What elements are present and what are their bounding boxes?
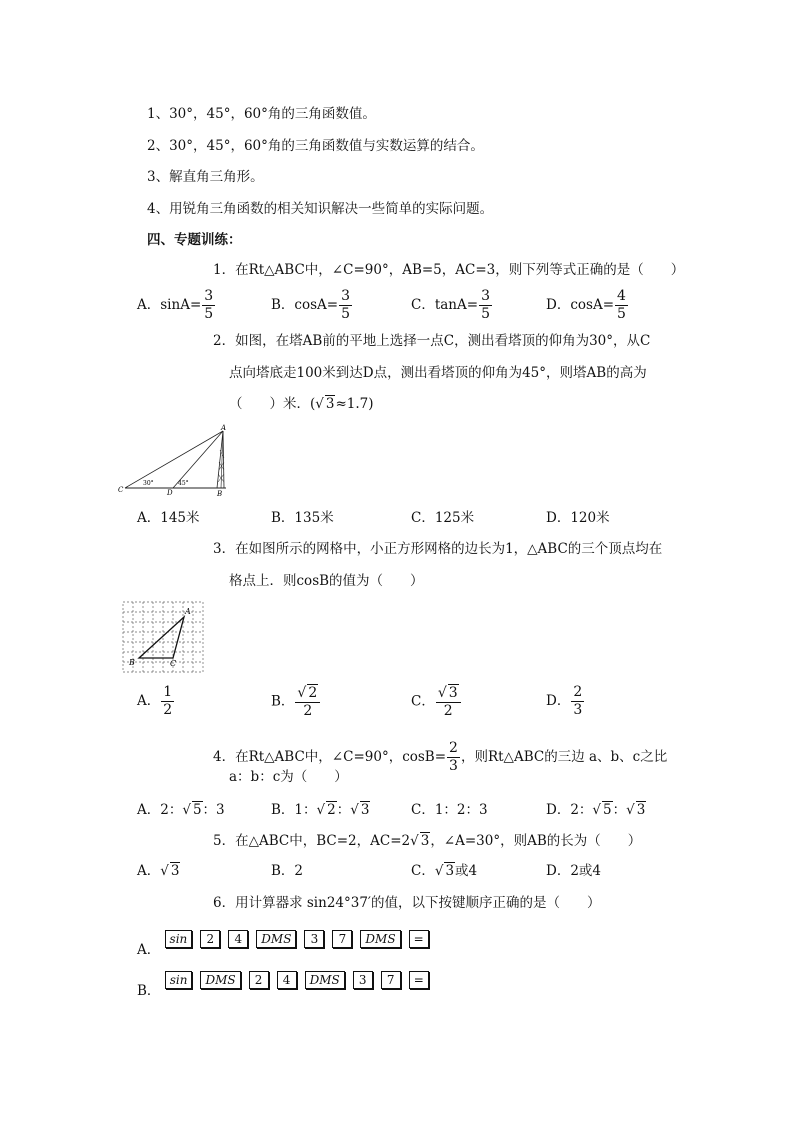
q5-option-d: D．2或4 <box>546 863 602 879</box>
section-title: 四、专题训练： <box>147 232 242 248</box>
key-equals: = <box>409 930 429 948</box>
q5-option-a: A．√ 3 <box>137 863 180 879</box>
q4-option-d: D．2：√ 5：√ 3 <box>546 802 646 818</box>
q3-line1: 3．在如图所示的网格中，小正方形网格的边长为1，△ABC的三个顶点均在 <box>213 541 663 557</box>
q3-option-a: A． $\frac{1}{2}$ <box>137 684 173 718</box>
q2-line3: （ ）米．(√ 3≈1.7) <box>229 396 374 412</box>
sightline-c <box>125 431 223 488</box>
tower-right <box>223 431 224 488</box>
grid-figure <box>121 600 207 674</box>
label-b: B <box>217 490 223 498</box>
q4-option-c: C．1：2：3 <box>411 802 488 818</box>
q6-stem: 6．用计算器求 sin24°37′的值，以下按键顺序正确的是（ ） <box>213 895 601 911</box>
key-dms: DMS <box>256 930 296 948</box>
key-dms: DMS <box>305 971 345 989</box>
q2-line2: 点向塔底走100米到达D点，测出看塔顶的仰角为45°，则塔AB的高为 <box>229 365 647 381</box>
q6-option-b: B． sin DMS 2 4 DMS 3 7 = <box>137 971 437 999</box>
q2-line1: 2．如图，在塔AB前的平地上选择一点C，测出看塔顶的仰角为30°，从C <box>213 333 651 349</box>
q4-line2: a：b：c为（ ） <box>229 769 348 785</box>
q1-option-d: D．cosA= $\frac{4}{5}$ <box>546 288 626 322</box>
triangle-abc <box>139 617 184 658</box>
q1-option-c: C．tanA= $\frac{3}{5}$ <box>411 288 490 322</box>
objective-4: 4、用锐角三角函数的相关知识解决一些简单的实际问题。 <box>147 201 494 217</box>
key-sin: sin <box>165 930 193 948</box>
key-sin: sin <box>165 971 193 989</box>
label-d: D <box>167 489 173 497</box>
label-45: 45° <box>178 480 189 487</box>
q1-stem: 1．在Rt△ABC中，∠C=90°，AB=5，AC=3，则下列等式正确的是（ ） <box>213 262 685 278</box>
q5-option-c: C．√ 3或4 <box>411 863 478 879</box>
q2-option-b: B．135米 <box>271 510 334 526</box>
q4-option-a: A．2：√ 5：3 <box>137 802 225 818</box>
tower-figure <box>118 422 233 498</box>
key-7: 7 <box>332 930 352 948</box>
q6-option-a: A． sin 2 4 DMS 3 7 DMS = <box>137 930 437 958</box>
label-c: C <box>170 659 177 668</box>
key-3: 3 <box>353 971 373 989</box>
q2-option-d: D．120米 <box>546 510 610 526</box>
key-dms: DMS <box>360 930 400 948</box>
objective-3: 3、解直角三角形。 <box>147 169 264 185</box>
q3-option-d: D． $\frac{2}{3}$ <box>546 684 583 718</box>
q3-option-b: B． $\frac{√ 2}{2}$ <box>271 684 321 720</box>
label-a: A <box>221 424 227 432</box>
objective-2: 2、30°，45°，60°角的三角函数值与实数运算的结合。 <box>147 138 484 154</box>
q1-option-b: B．cosA= $\frac{3}{5}$ <box>271 288 351 322</box>
label-30: 30° <box>143 480 154 487</box>
key-2: 2 <box>200 930 220 948</box>
key-2: 2 <box>249 971 269 989</box>
q3-line2: 格点上．则cosB的值为（ ） <box>229 573 424 589</box>
key-dms: DMS <box>200 971 240 989</box>
key-4: 4 <box>228 930 248 948</box>
q1-option-a: A．sinA= $\frac{3}{5}$ <box>137 288 214 322</box>
q5-option-b: B．2 <box>271 863 304 879</box>
label-c: C <box>118 486 124 494</box>
q5-stem: 5．在△ABC中，BC=2，AC=2√ 3，∠A=30°，则AB的长为（ ） <box>213 833 642 849</box>
q2-option-a: A．145米 <box>137 510 200 526</box>
key-equals: = <box>409 971 429 989</box>
q3-option-c: C． $\frac{√ 3}{2}$ <box>411 684 462 720</box>
label-b: B <box>129 658 135 667</box>
objective-1: 1、30°，45°，60°角的三角函数值。 <box>147 106 376 122</box>
q2-option-c: C．125米 <box>411 510 475 526</box>
q6-a-keys <box>165 930 437 948</box>
q4-option-b: B．1：√ 2：√ 3 <box>271 802 370 818</box>
q4-line1: 4．在Rt△ABC中，∠C=90°，cosB= $\frac{2}{3}$ ，则Rt△ABC的三边 a、b、c之比 <box>213 740 668 774</box>
key-7: 7 <box>381 971 401 989</box>
q6-b-keys <box>165 971 437 989</box>
label-a: A <box>185 607 191 616</box>
key-3: 3 <box>304 930 324 948</box>
key-4: 4 <box>277 971 297 989</box>
